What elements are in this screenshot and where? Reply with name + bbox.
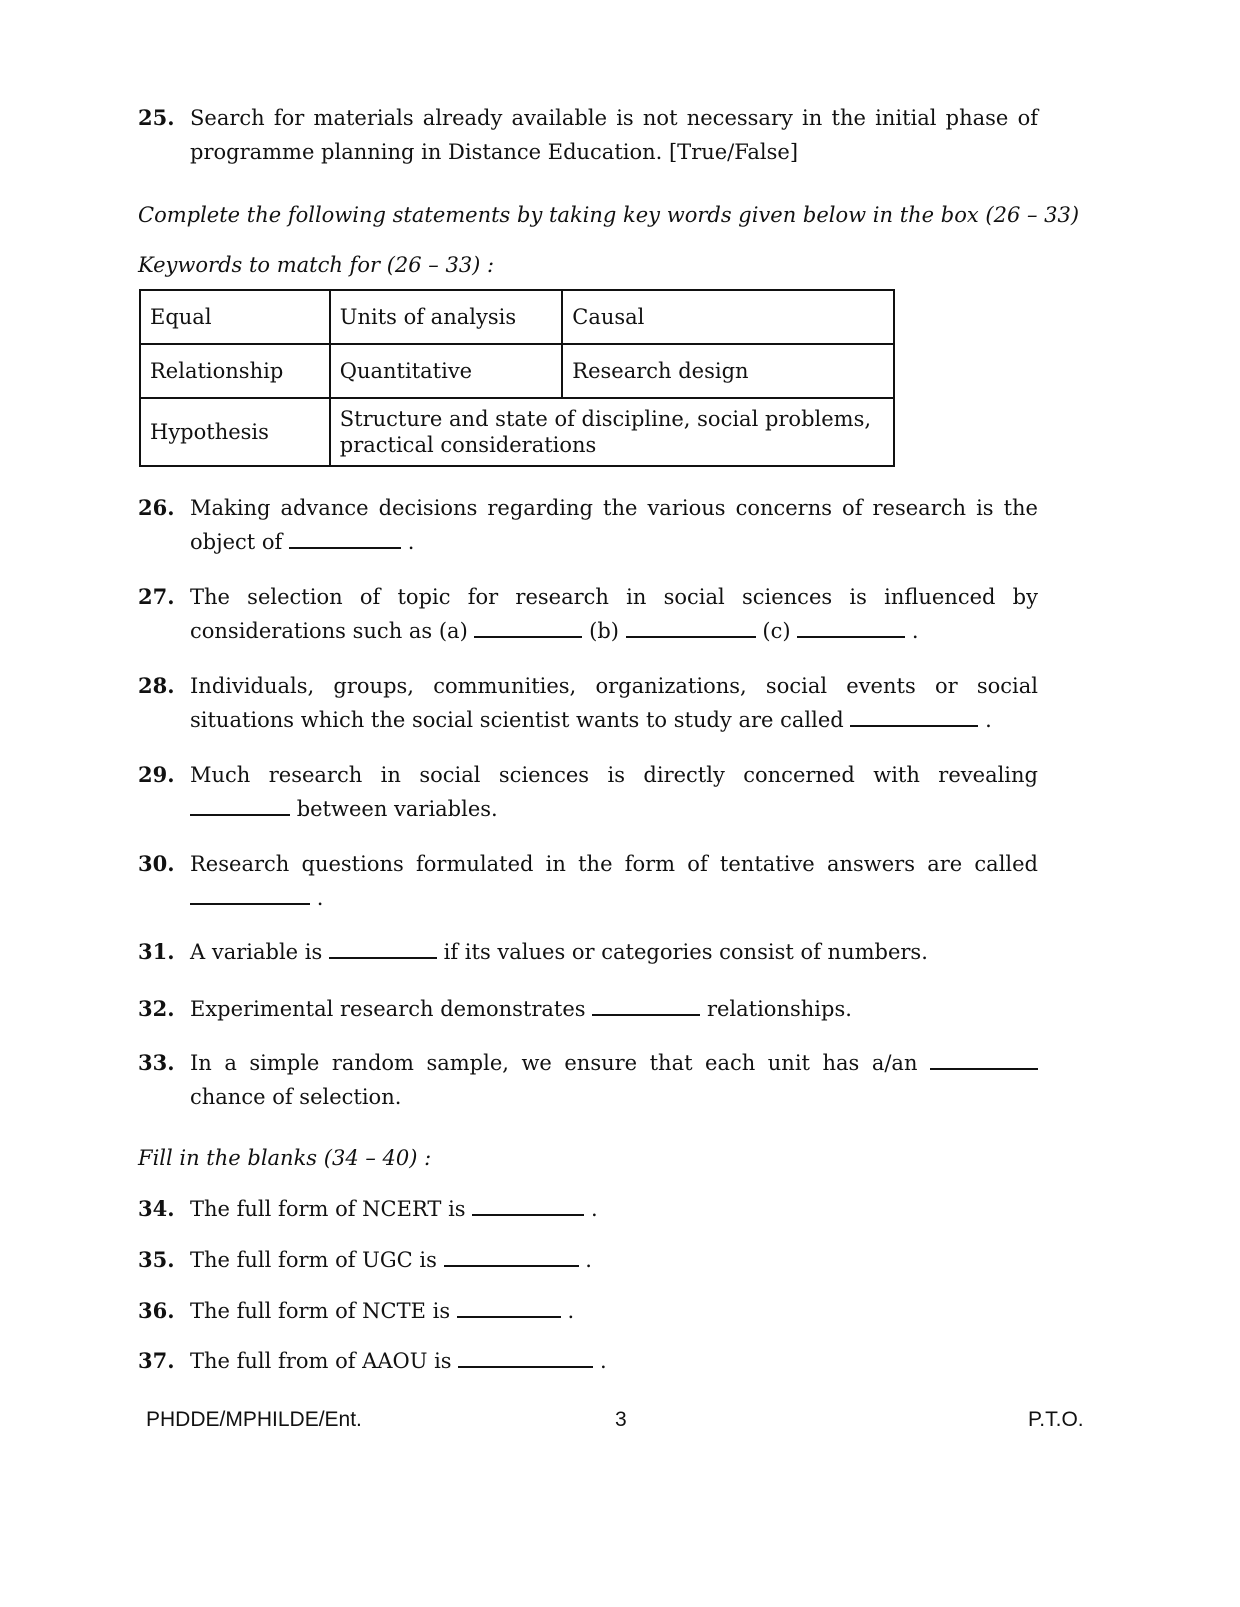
answer-blank <box>458 1346 593 1368</box>
question-33 <box>138 1046 1038 1114</box>
question-text: A variable is <box>190 940 323 964</box>
question-35 <box>138 1243 1038 1277</box>
question-29 <box>138 758 1038 826</box>
question-end: . <box>985 708 992 732</box>
instruction-complete: Complete the following statements by taking key words given below in the box (26 – 33) <box>138 203 1080 227</box>
question-26 <box>138 491 1038 559</box>
question-25 <box>138 101 1038 169</box>
question-number: 31. <box>138 939 175 964</box>
question-end: if its values or categories consist of numbers. <box>443 940 928 964</box>
table-cell: Hypothesis <box>140 398 330 466</box>
question-text: Much research in social sciences is directly concerned with revealing <box>190 763 1038 787</box>
table-cell: Equal <box>140 290 330 344</box>
answer-blank <box>444 1245 579 1267</box>
question-end: between variables. <box>296 797 498 821</box>
footer-code: PHDDE/MPHILDE/Ent. <box>146 1408 362 1431</box>
table-cell: Causal <box>562 290 894 344</box>
table-cell: Relationship <box>140 344 330 398</box>
question-number: 35. <box>138 1247 175 1272</box>
answer-blank-a <box>474 616 582 638</box>
table-row <box>140 344 894 398</box>
question-number: 30. <box>138 851 175 876</box>
question-number: 28. <box>138 673 175 698</box>
table-cell: Research design <box>562 344 894 398</box>
question-text: Making advance decisions regarding the various concerns of research is the object of <box>190 496 1038 554</box>
question-text: Experimental research demonstrates <box>190 997 586 1021</box>
question-number: 26. <box>138 495 175 520</box>
answer-blank <box>289 527 401 549</box>
question-number: 27. <box>138 584 175 609</box>
answer-blank <box>592 994 700 1016</box>
question-text: In a simple random sample, we ensure that each unit has a/an <box>190 1051 918 1075</box>
question-number: 33. <box>138 1050 175 1075</box>
question-number: 34. <box>138 1196 175 1221</box>
part-c-label: (c) <box>762 619 791 643</box>
question-number: 29. <box>138 762 175 787</box>
question-number: 37. <box>138 1348 175 1373</box>
question-end: chance of selection. <box>190 1085 402 1109</box>
question-text: Search for materials already available is not necessary in the initial phase of programme planning in Distance Education. [True/False] <box>190 106 1038 164</box>
question-end: . <box>599 1349 607 1373</box>
table-cell: Structure and state of discipline, social problems, practical considerations <box>330 398 894 466</box>
question-28 <box>138 669 1038 737</box>
question-30 <box>138 847 1038 915</box>
question-31 <box>138 935 1038 969</box>
question-number: 36. <box>138 1298 175 1323</box>
question-36 <box>138 1294 1038 1328</box>
question-end: . <box>590 1197 598 1221</box>
fill-blanks-heading: Fill in the blanks (34 – 40) : <box>138 1146 432 1170</box>
question-text: The full form of UGC is <box>190 1248 437 1272</box>
pto-label: P.T.O. <box>1028 1408 1084 1431</box>
question-end: . <box>585 1248 592 1272</box>
answer-blank <box>190 794 290 816</box>
part-b-label: (b) <box>589 619 619 643</box>
keywords-heading: Keywords to match for (26 – 33) : <box>138 253 495 277</box>
answer-blank <box>457 1296 561 1318</box>
page-number: 3 <box>615 1408 627 1431</box>
question-end: . <box>567 1299 575 1323</box>
question-number: 25. <box>138 105 175 130</box>
question-text: The selection of topic for research in social sciences is influenced by considerations such as (a) <box>190 585 1038 643</box>
answer-blank <box>329 937 437 959</box>
question-27 <box>138 580 1038 648</box>
question-32 <box>138 992 1038 1026</box>
keywords-table <box>139 289 895 467</box>
question-text: Individuals, groups, communities, organizations, social events or social situations which the social scientist wants to study are called <box>190 674 1038 732</box>
question-end: relationships. <box>706 997 852 1021</box>
question-text: The full form of NCTE is <box>190 1299 451 1323</box>
answer-blank <box>472 1194 584 1216</box>
table-row <box>140 290 894 344</box>
question-text: Research questions formulated in the form of tentative answers are called <box>190 852 1038 876</box>
question-text: The full from of AAOU is <box>190 1349 452 1373</box>
question-37 <box>138 1344 1038 1378</box>
answer-blank-c <box>797 616 905 638</box>
question-end: . <box>911 619 919 643</box>
answer-blank-b <box>626 616 756 638</box>
table-cell: Units of analysis <box>330 290 563 344</box>
answer-blank <box>850 705 978 727</box>
table-cell: Quantitative <box>330 344 563 398</box>
question-end: . <box>316 886 324 910</box>
question-text: The full form of NCERT is <box>190 1197 466 1221</box>
answer-blank <box>190 883 310 905</box>
table-row <box>140 398 894 466</box>
question-end: . <box>407 530 415 554</box>
question-number: 32. <box>138 996 175 1021</box>
answer-blank <box>930 1048 1038 1070</box>
question-34 <box>138 1192 1038 1226</box>
